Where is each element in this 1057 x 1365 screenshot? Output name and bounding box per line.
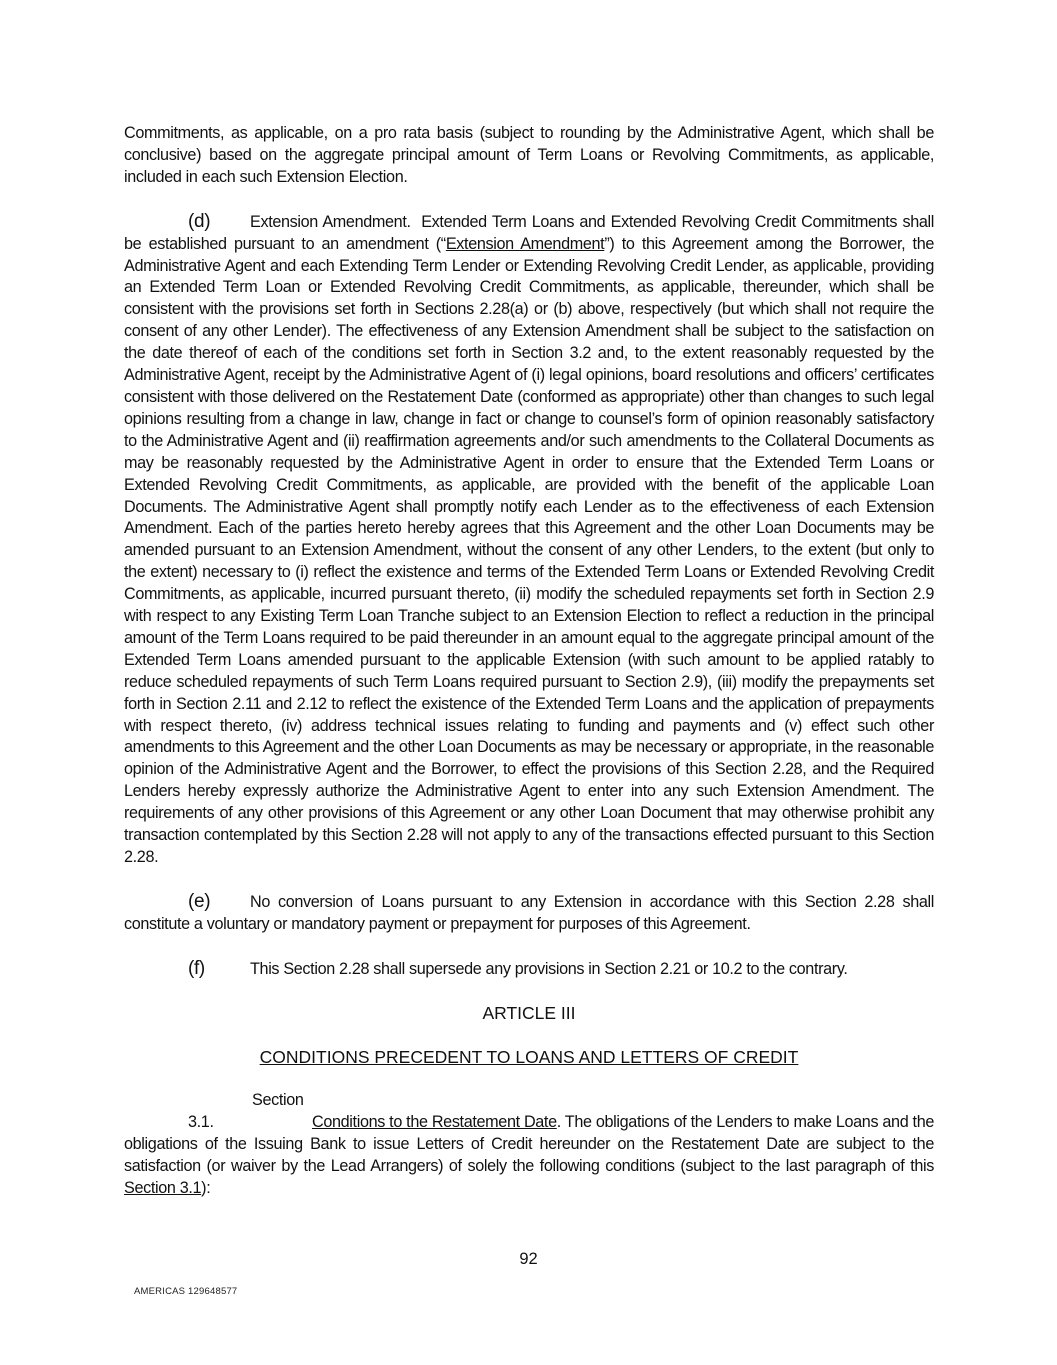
paragraph-d-text: ”) to this Agreement among the Borrower, the Administrative Agent and each Extending Term Lender or Extending Revolving Credit Lender, as applicable, providing an Extended Term Loan or Extended Revolving Credit Commitments, as applicable, thereunder, which shall be consistent with the provisions set forth in Sections 2.28(a) or (b) above, respectively (but which shall not require the consent of any other Lender). The effectiveness of any Extension Amendment shall be subject to the satisfaction on the date thereof of each of the conditions set forth in Section 3.2 and, to the extent reasonably requested by the Administrative Agent, receipt by the Administrative Agent of (i) legal opinions, board resolutions and officers’ certificates consistent with those delivered on the Restatement Date (conformed as appropriate) other than changes to such legal opinions resulting from a change in law, change in fact or change to counsel’s form of opinion reasonably satisfactory to the Administrative Agent and (ii) reaffirmation agreements and/or such amendments to the Collateral Documents as may be reasonably requested by the Administrative Agent in order to ensure that the Extended Term Loans or Extended Revolving Credit Commitments, as applicable, are provided with the benefit of the applicable Loan Documents. The Administrative Agent shall promptly notify each Lender as to the effectiveness of each Extension Amendment. Each of the parties hereto hereby agrees that this Agreement and the other Loan Documents may be amended pursuant to an Extension Amendment, without the consent of any other Lenders, to the extent (but only to the extent) necessary to (i) reflect the existence and terms of the Extended Term Loans or Extended Revolving Credit Commitments, as applicable, incurred pursuant thereto, (ii) modify the scheduled repayments set forth in Section 2.9 with respect to any Existing Term Loan Tranche subject to an Extension Election to reflect a reduction in the principal amount of the Term Loans required to be paid thereunder in an amount equal to the aggregate principal amount of the Extended Term Loans amended pursuant to the applicable Extension (with such amount to be applied ratably to reduce scheduled repayments of such Term Loans required pursuant to Section 2.9), (iii) modify the prepayments set forth in Section 2.11 and 2.12 to reflect the existence of the Extended Term Loans and the application of prepayments with respect thereto, (iv) address technical issues relating to funding and payments and (v) effect such other amendments to this Agreement and the other Loan Documents as may be necessary or appropriate, in the reasonable opinion of the Administrative Agent and the Borrower, to effect the provisions of this Section 2.28, and the Required Lenders hereby expressly authorize the Administrative Agent to enter into any such Extension Amendment. The requirements of any other provisions of this Agreement or any other Loan Document that may otherwise prohibit any transaction contemplated by this Section 2.28 will not apply to any of the transactions effected pursuant to this Section 2.28.	[124, 234, 935, 866]
paragraph-f-label: (f)	[188, 957, 205, 979]
article-subtitle-text: CONDITIONS PRECEDENT TO LOANS AND LETTERS OF CREDIT	[259, 1046, 799, 1067]
paragraph-d	[124, 211, 934, 869]
continuation-paragraph: Commitments, as applicable, on a pro rata basis (subject to rounding by the Administrative Agent, which shall be conclusive) based on the aggregate principal amount of Term Loans or Revolving Commitments, as applicable, included in each such Extension Election.	[124, 124, 934, 186]
document-body	[124, 123, 934, 1222]
extension-amendment-defined-term: Extension Amendment	[445, 234, 605, 253]
section-3-1-paragraph	[124, 1090, 934, 1200]
section-3-1-heading: Conditions to the Restatement Date	[312, 1113, 557, 1132]
section-3-1-heading-end: .	[556, 1113, 561, 1132]
article-title: ARTICLE III	[482, 1002, 576, 1023]
paragraph-d-heading: Extension Amendment.	[250, 212, 411, 231]
document-id-footer: AMERICAS 129648577	[134, 1286, 238, 1297]
paragraph-e	[124, 891, 934, 936]
article-subtitle	[124, 1047, 934, 1069]
paragraph-e-text: No conversion of Loans pursuant to any Extension in accordance with this Section 2.28 shall constitute a voluntary or mandatory payment or prepayment for purposes of this Agreement.	[124, 892, 934, 933]
paragraph-f	[124, 958, 934, 981]
paragraph-d-text-start: Extended Term Loans and Extended Revolving Credit Commitments shall be established pursuant to an amendment (“	[124, 212, 934, 253]
paragraph-e-label: (e)	[188, 890, 211, 912]
paragraph-f-text: This Section 2.28 shall supersede any provisions in Section 2.21 or 10.2 to the contrary.	[250, 959, 848, 978]
section-3-1-number: Section 3.1.	[188, 1091, 304, 1132]
page-number: 92	[519, 1250, 538, 1268]
section-3-1-text: The obligations of the Lenders to make Loans and the obligations of the Issuing Bank to issue Letters of Credit hereunder on the Restatement Date are subject to the satisfaction (or waiver by the Lead Arrangers) of solely the following conditions (subject to the last paragraph of this	[124, 1113, 934, 1176]
paragraph-d-label: (d)	[188, 210, 211, 232]
section-3-1-text-end: ):	[201, 1179, 211, 1198]
section-3-1-reference: Section 3.1	[124, 1179, 202, 1198]
